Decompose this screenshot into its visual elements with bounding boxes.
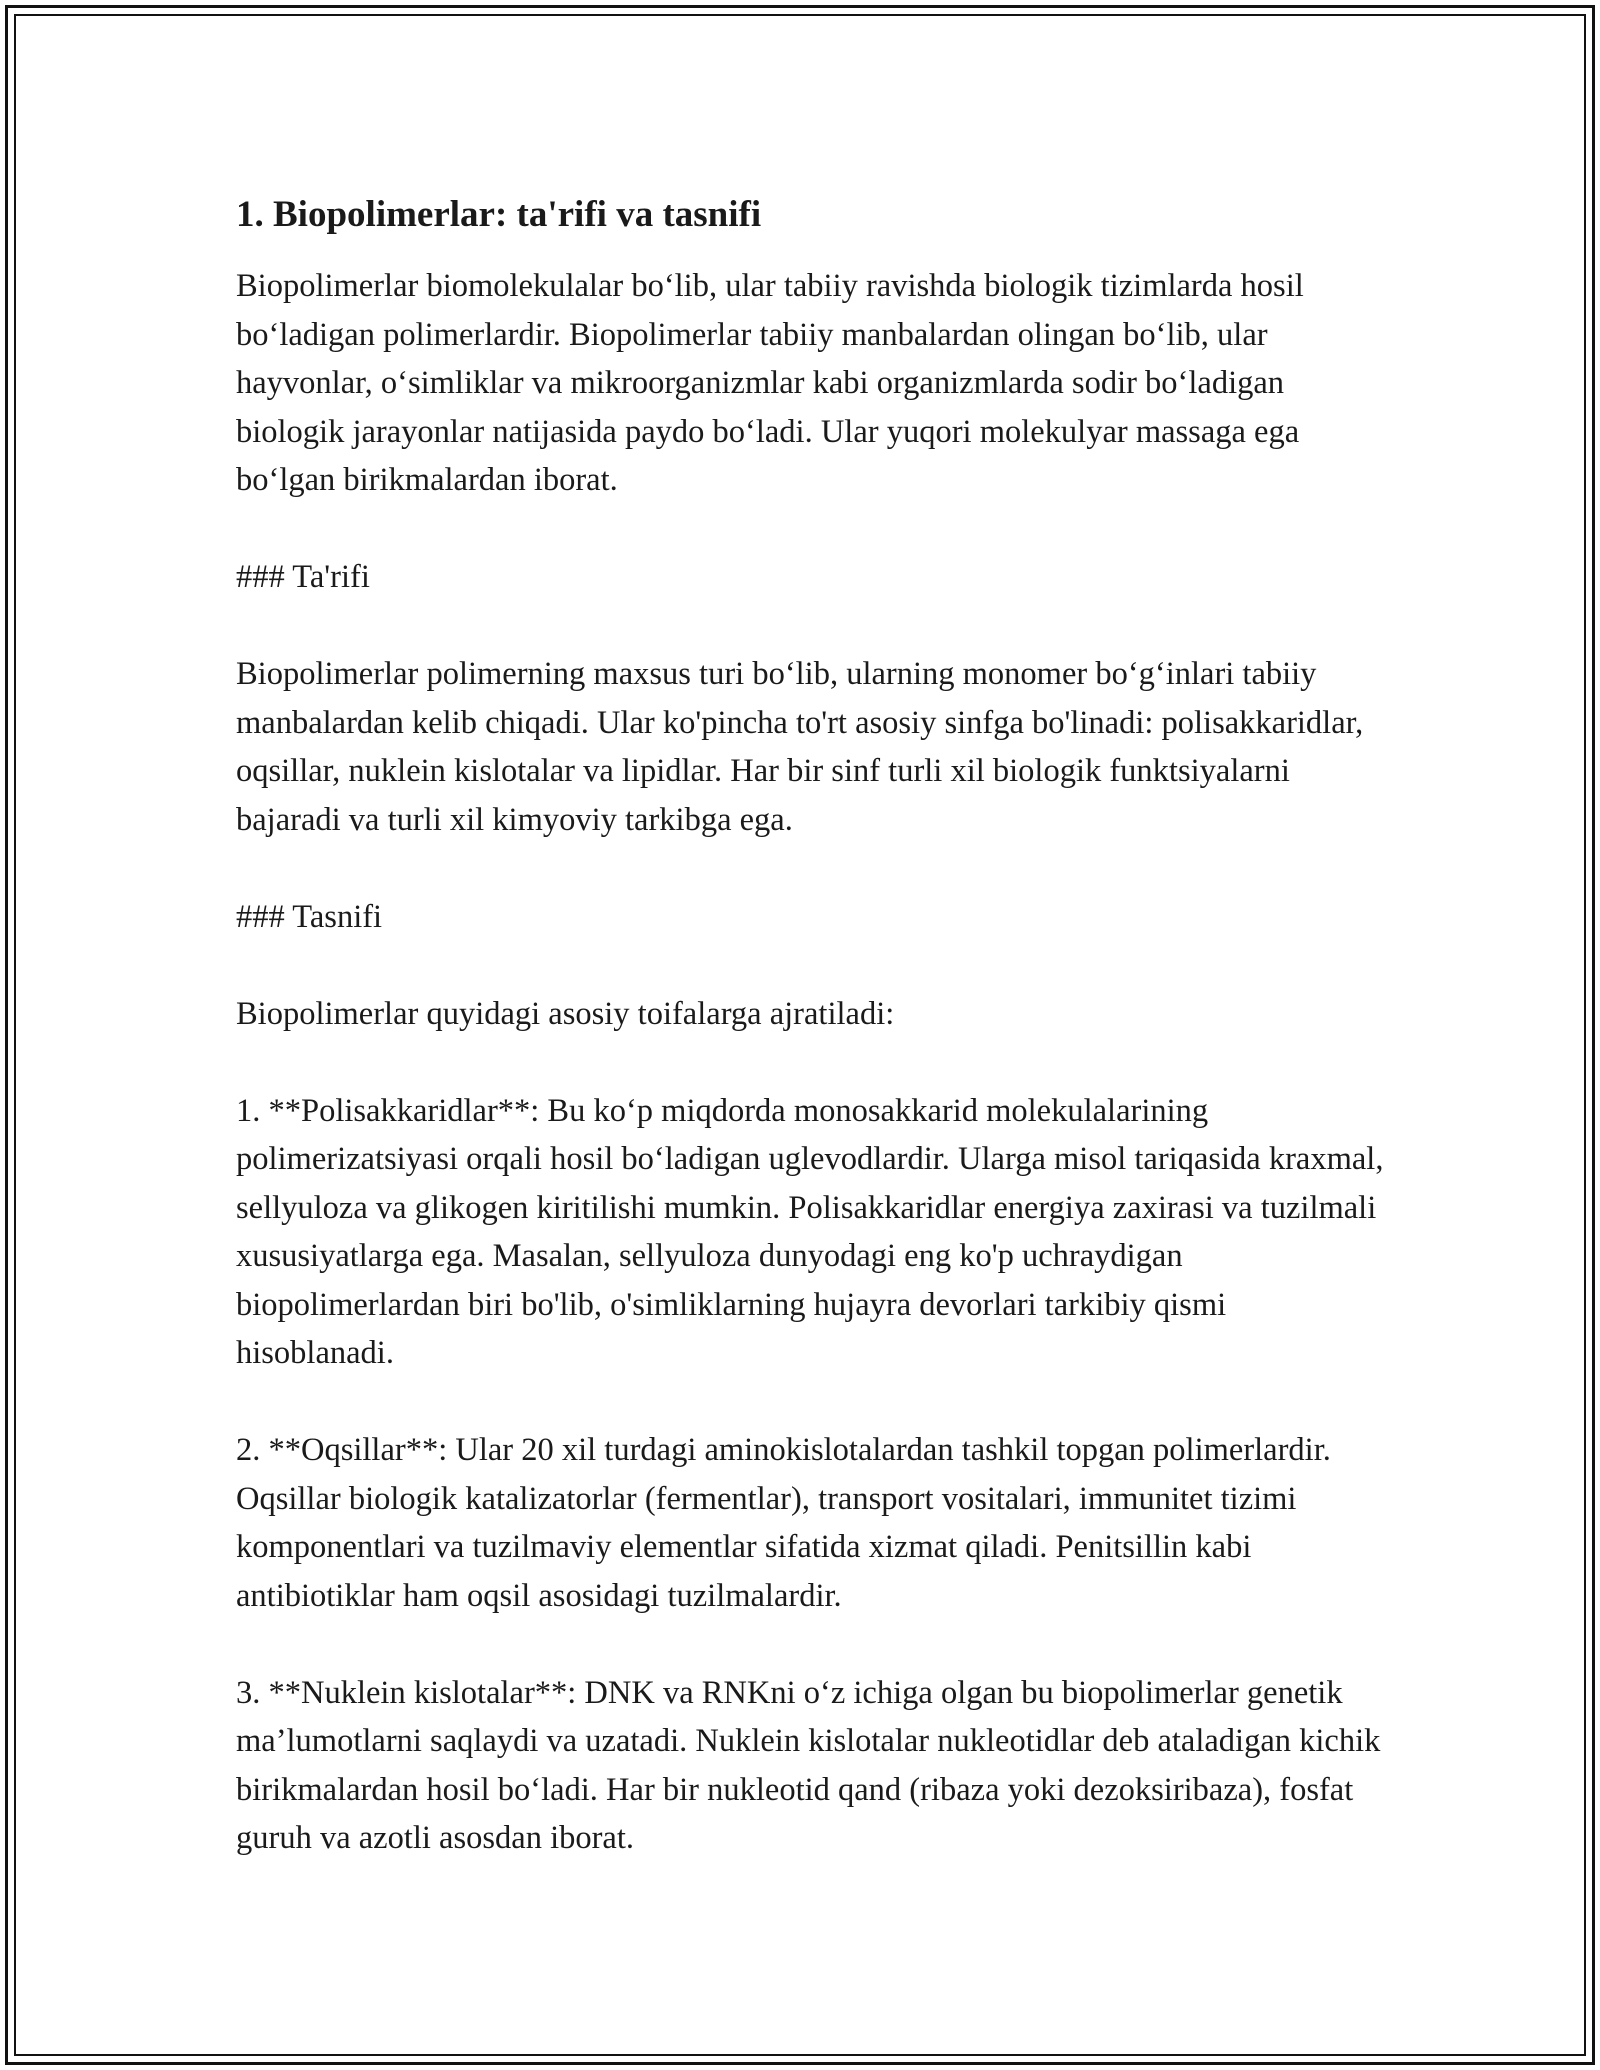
- subheading-definition: ### Ta'rifi: [236, 559, 370, 595]
- list-item-proteins: 2. **Oqsillar**: Ular 20 xil turdagi aminokislotalardan tashkil topgan polimerlardir. Oqsillar biologik katalizatorlar (fermentlar), transport vositalari, immunitet tizimi komponentlari va tuzilmaviy elementlar sifatida xizmat qiladi. Penitsillin kabi antibiotiklar ham oqsil asosidagi tuzilmalardir.: [236, 1432, 1331, 1614]
- document-body: [236, 188, 1386, 1863]
- section-heading: 1. Biopolimerlar: ta'rifi va tasnifi: [236, 194, 762, 235]
- definition-paragraph: Biopolimerlar polimerning maxsus turi bo‘lib, ularning monomer bo‘g‘inlari tabiiy manbalardan kelib chiqadi. Ular ko'pincha to'rt asosiy sinfga bo'linadi: polisakkaridlar, oqsillar, nuklein kislotalar va lipidlar. Har bir sinf turli xil biologik funktsiyalarni bajaradi va turli xil kimyoviy tarkibga ega.: [236, 656, 1364, 838]
- list-item-nucleic-acids: 3. **Nuklein kislotalar**: DNK va RNKni o‘z ichiga olgan bu biopolimerlar genetik ma’lumotlarni saqlaydi va uzatadi. Nuklein kislotalar nukleotidlar deb ataladigan kichik birikmalardan hosil bo‘ladi. Har bir nukleotid qand (ribaza yoki dezoksiribaza), fosfat guruh va azotli asosdan iborat.: [236, 1674, 1381, 1856]
- intro-paragraph: Biopolimerlar biomolekulalar bo‘lib, ular tabiiy ravishda biologik tizimlarda hosil bo‘ladigan polimerlardir. Biopolimerlar tabiiy manbalardan olingan bo‘lib, ular hayvonlar, o‘simliklar va mikroorganizmlar kabi organizmlarda sodir bo‘ladigan biologik jarayonlar natijasida paydo bo‘ladi. Ular yuqori molekulyar massaga ega bo‘lgan birikmalardan iborat.: [236, 268, 1304, 498]
- classification-intro: Biopolimerlar quyidagi asosiy toifalarga ajratiladi:: [236, 995, 895, 1032]
- subheading-classification: ### Tasnifi: [236, 898, 383, 935]
- list-item-polysaccharides: 1. **Polisakkaridlar**: Bu ko‘p miqdorda monosakkarid molekulalarining polimerizatsiyasi orqali hosil bo‘ladigan uglevodlardir. Ularga misol tariqasida kraxmal, sellyuloza va glikogen kiritilishi mumkin. Polisakkaridlar energiya zaxirasi va tuzilmali xususiyatlarga ega. Masalan, sellyuloza dunyodagi eng ko'p uchraydigan biopolimerlardan biri bo'lib, o'simliklarning hujayra devorlari tarkibiy qismi hisoblanadi.: [236, 1092, 1384, 1371]
